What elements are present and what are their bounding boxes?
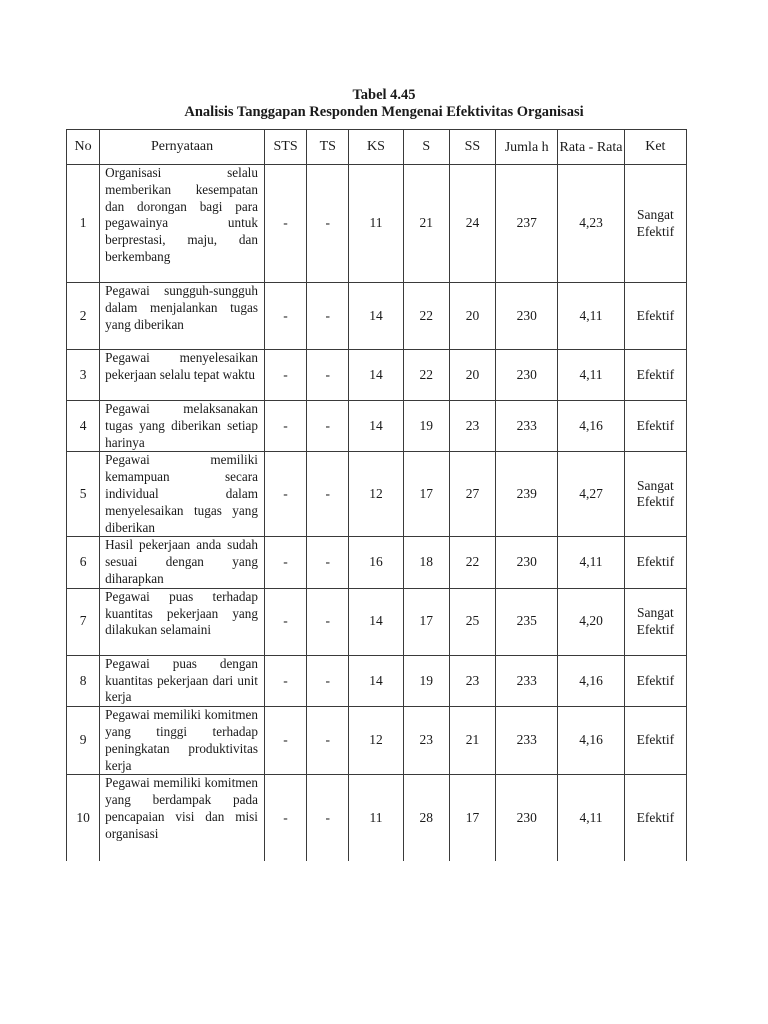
cell-statement: Pegawai puas dengan kuantitas pekerjaan dari unit kerja [100, 655, 265, 706]
cell-rata: 4,16 [558, 655, 624, 706]
table-row [67, 350, 687, 401]
cell-statement: Pegawai menyelesaikan pekerjaan selalu tepat waktu [100, 350, 265, 401]
cell-jumlah: 233 [496, 401, 558, 452]
cell-jumlah: 239 [496, 452, 558, 537]
cell-ss: 17 [449, 775, 495, 861]
cell-ts: - [307, 165, 349, 283]
cell-sts: - [264, 537, 306, 588]
cell-ts: - [307, 452, 349, 537]
cell-s: 21 [403, 165, 449, 283]
cell-ket: Sangat Efektif [624, 588, 686, 655]
cell-sts: - [264, 655, 306, 706]
cell-sts: - [264, 775, 306, 861]
cell-ts: - [307, 401, 349, 452]
cell-ks: 11 [349, 165, 403, 283]
table-row [67, 401, 687, 452]
table-row [67, 588, 687, 655]
cell-ts: - [307, 537, 349, 588]
cell-sts: - [264, 283, 306, 350]
cell-sts: - [264, 707, 306, 775]
header-ts: TS [307, 130, 349, 165]
table-row [67, 452, 687, 537]
cell-ts: - [307, 588, 349, 655]
table-row [67, 775, 687, 861]
cell-statement: Pegawai memiliki komitmen yang berdampak pada pencapaian visi dan misi organisasi [100, 775, 265, 861]
cell-statement: Pegawai puas terhadap kuantitas pekerjaan yang dilakukan selamaini [100, 588, 265, 655]
cell-ss: 27 [449, 452, 495, 537]
header-jumlah: Jumla h [496, 130, 558, 165]
cell-no: 8 [67, 655, 100, 706]
cell-no: 6 [67, 537, 100, 588]
cell-statement: Pegawai memiliki komitmen yang tinggi terhadap peningkatan produktivitas kerja [100, 707, 265, 775]
cell-rata: 4,11 [558, 775, 624, 861]
header-no: No [67, 130, 100, 165]
cell-ks: 12 [349, 707, 403, 775]
cell-no: 10 [67, 775, 100, 861]
cell-no: 9 [67, 707, 100, 775]
cell-jumlah: 230 [496, 537, 558, 588]
cell-ks: 12 [349, 452, 403, 537]
cell-jumlah: 237 [496, 165, 558, 283]
cell-ts: - [307, 707, 349, 775]
cell-ks: 11 [349, 775, 403, 861]
cell-rata: 4,16 [558, 401, 624, 452]
cell-ss: 23 [449, 401, 495, 452]
cell-sts: - [264, 165, 306, 283]
cell-jumlah: 230 [496, 775, 558, 861]
cell-ss: 21 [449, 707, 495, 775]
cell-s: 17 [403, 452, 449, 537]
cell-rata: 4,23 [558, 165, 624, 283]
table-row [67, 537, 687, 588]
cell-ts: - [307, 775, 349, 861]
cell-sts: - [264, 401, 306, 452]
cell-ks: 16 [349, 537, 403, 588]
cell-s: 17 [403, 588, 449, 655]
cell-statement: Organisasi selalu memberikan kesempatan dan dorongan bagi para pegawainya untuk berprestasi, maju, dan berkembang [100, 165, 265, 283]
cell-ks: 14 [349, 655, 403, 706]
cell-ket: Sangat Efektif [624, 165, 686, 283]
table-number: Tabel 4.45 [352, 87, 416, 103]
cell-ks: 14 [349, 588, 403, 655]
cell-ket: Efektif [624, 707, 686, 775]
cell-no: 1 [67, 165, 100, 283]
table-row [67, 283, 687, 350]
header-ss: SS [449, 130, 495, 165]
header-ket: Ket [624, 130, 686, 165]
cell-no: 3 [67, 350, 100, 401]
cell-ss: 23 [449, 655, 495, 706]
header-rata: Rata - Rata [558, 130, 624, 165]
cell-rata: 4,27 [558, 452, 624, 537]
response-analysis-table [66, 129, 687, 861]
cell-s: 19 [403, 401, 449, 452]
cell-ket: Efektif [624, 655, 686, 706]
cell-ss: 25 [449, 588, 495, 655]
cell-no: 5 [67, 452, 100, 537]
cell-s: 19 [403, 655, 449, 706]
cell-sts: - [264, 350, 306, 401]
cell-ts: - [307, 283, 349, 350]
cell-ss: 22 [449, 537, 495, 588]
cell-ks: 14 [349, 283, 403, 350]
cell-ss: 20 [449, 283, 495, 350]
cell-ks: 14 [349, 401, 403, 452]
header-ks: KS [349, 130, 403, 165]
cell-ts: - [307, 655, 349, 706]
table-row [67, 655, 687, 706]
cell-sts: - [264, 452, 306, 537]
cell-jumlah: 230 [496, 350, 558, 401]
cell-ket: Efektif [624, 775, 686, 861]
cell-rata: 4,11 [558, 350, 624, 401]
cell-sts: - [264, 588, 306, 655]
header-row [67, 130, 687, 165]
header-statement: Pernyataan [100, 130, 265, 165]
cell-statement: Pegawai melaksanakan tugas yang diberikan setiap harinya [100, 401, 265, 452]
cell-jumlah: 230 [496, 283, 558, 350]
cell-ks: 14 [349, 350, 403, 401]
cell-no: 4 [67, 401, 100, 452]
cell-s: 22 [403, 283, 449, 350]
header-sts: STS [264, 130, 306, 165]
cell-jumlah: 235 [496, 588, 558, 655]
cell-ss: 20 [449, 350, 495, 401]
cell-rata: 4,16 [558, 707, 624, 775]
cell-rata: 4,11 [558, 283, 624, 350]
cell-no: 2 [67, 283, 100, 350]
cell-ket: Efektif [624, 537, 686, 588]
cell-s: 28 [403, 775, 449, 861]
cell-statement: Pegawai sungguh-sungguh dalam menjalankan tugas yang diberikan [100, 283, 265, 350]
header-s: S [403, 130, 449, 165]
table-row [67, 165, 687, 283]
cell-s: 22 [403, 350, 449, 401]
cell-jumlah: 233 [496, 655, 558, 706]
cell-ss: 24 [449, 165, 495, 283]
table-title: Analisis Tanggapan Responden Mengenai Efektivitas Organisasi [184, 104, 584, 120]
table-row [67, 707, 687, 775]
cell-ket: Efektif [624, 401, 686, 452]
cell-s: 18 [403, 537, 449, 588]
cell-rata: 4,11 [558, 537, 624, 588]
cell-ket: Sangat Efektif [624, 452, 686, 537]
cell-no: 7 [67, 588, 100, 655]
cell-ts: - [307, 350, 349, 401]
cell-rata: 4,20 [558, 588, 624, 655]
cell-ket: Efektif [624, 283, 686, 350]
cell-statement: Pegawai memiliki kemampuan secara individual dalam menyelesaikan tugas yang diberikan [100, 452, 265, 537]
cell-ket: Efektif [624, 350, 686, 401]
cell-s: 23 [403, 707, 449, 775]
cell-statement: Hasil pekerjaan anda sudah sesuai dengan yang diharapkan [100, 537, 265, 588]
cell-jumlah: 233 [496, 707, 558, 775]
